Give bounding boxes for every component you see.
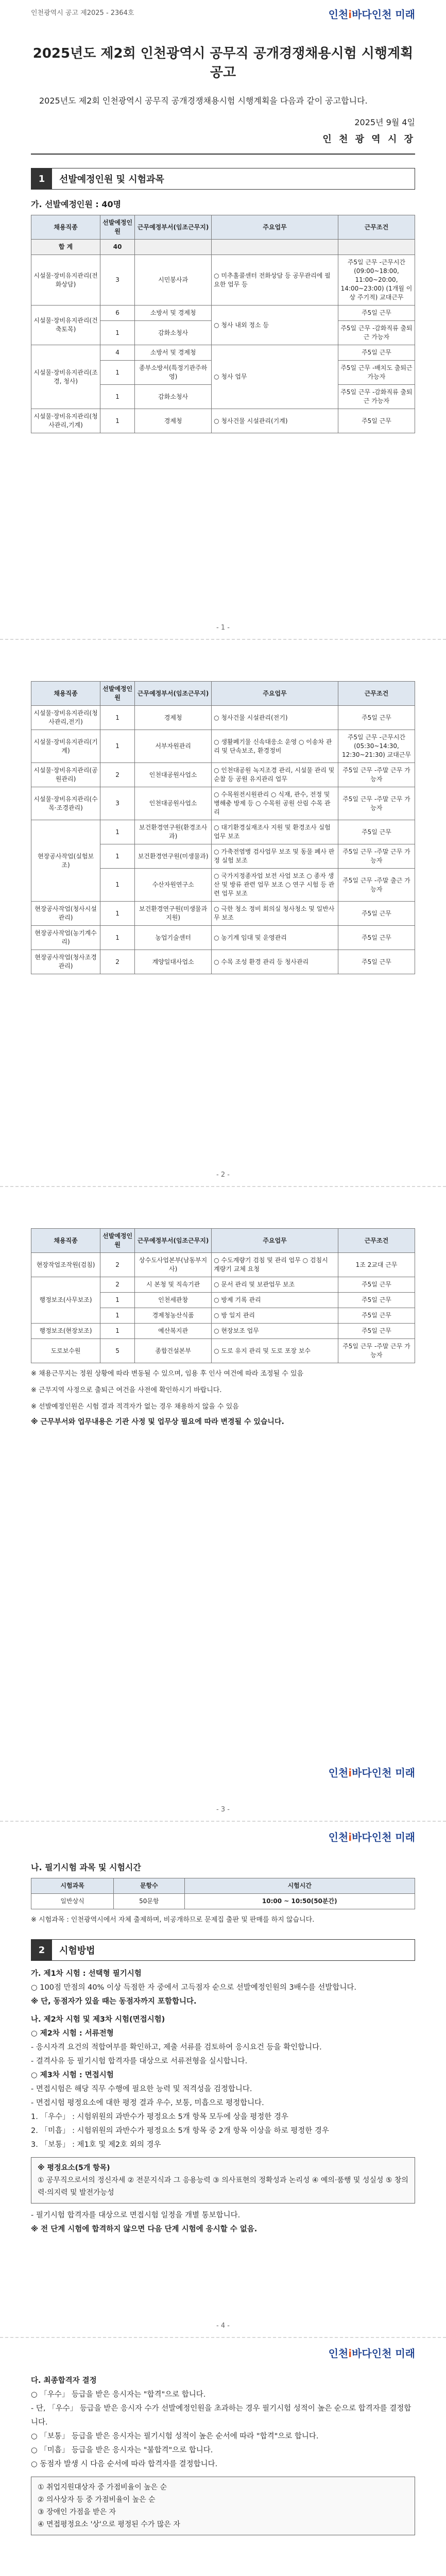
total-row: 합 계 40 xyxy=(31,240,415,255)
table-row: 시설물·장비유지관리(공원관리) 2 인천대공원사업소 ○ 인천대공원 녹지조경 관리, 시설물 관리 및 순찰 등 공원 유지관리 업무 주5일 근무 -주말 근무 가능자 xyxy=(31,763,415,787)
col-header: 주요업무 xyxy=(212,215,338,240)
table-row: 1 인천세관창 ○ 방제 기록 관리 주5일 근무 xyxy=(31,1293,415,1308)
page-number: - 2 - xyxy=(216,1171,230,1179)
method-body: 가. 제1차 시험 : 선택형 필기시험 ○ 100점 만점의 40% 이상 득점한 자 중에서 고득점자 순으로 선발예정인원의 3배수를 선발합니다. ※ 단, 동점자가 있을 때는 동점자까지 포함합니다. 나. 제2차 시험 및 제3차 시험(면접시험) ○ 제2차 시험 : 서류전형 - 응시자격 요건의 적합여부를 확인하고, 제출 서류를 검토하여 응시요건 등을 확인합니다. - 결격사유 등 필기시험 합격자를 대상으로 서류전형을 실시합니다. ○ 제3차 시험 : 면접시험 - 면접시험은 해당 직무 수행에 필요한 능력 및 적격성을 검정합니다. - 면접시험 평정요소에 대한 평정 결과 우수, 보통, 미흡으로 평정합니다. 1. 「우수」 : 시험위원의 과반수가 평정요소 5개 항목 모두에 상을 평정한 경우 2. 「미흡」 : 시험위원의 과반수가 평정요소 5개 항목 중 2개 항목 이상을 하로 평정한 경우 3. 「보통」 : 제1호 및 제2호 외의 경우 ※ 평정요소(5개 항목) ① 공무직으로서의 정신자세 ② 전문지식과 그 응용능력 ③ 의사표현의 정확성과 논리성 ④ 예의·품행 및 성실성 ⑤ 창의력·의지력 및 발전가능성 - 필기시험 합격자를 대상으로 면접시험 일정을 개별 통보합니다. ※ 전 단계 시험에 합격하지 않으면 다음 단계 시험에 응시할 수 없음. xyxy=(31,1967,415,2236)
incheon-logo: 인천i바다인천 미래 xyxy=(328,2347,415,2360)
section-number: 1 xyxy=(31,168,52,189)
table-row: 시설물·장비유지관리(전화상담) 3 시민봉사과 ○ 미추홀콜센터 전화상담 등 공무관리에 필요한 업무 등 주5일 근무 -근무시간(09:00~18:00, 11:00~20:00, 14:00~23:00) (1개월 이상 주기적) 교대근무 xyxy=(31,255,415,306)
table-row: 시설물·장비유지관리(기계) 1 서부자원관리 ○ 생활폐기물 신속대응소 운영 ○ 이송차 관리 및 단속보조, 환경정비 주5일 근무 -근무시간(05:30~14:30, 12:30~21:30) 교대근무 xyxy=(31,730,415,763)
table-row: 현장공사작업(농기계수리) 1 농업기술센터 ○ 농기계 임대 및 운영관리 주5일 근무 xyxy=(31,926,415,950)
table-row: 1 감화소청사 주5일 근무 -감화직류 출퇴근 가능자 xyxy=(31,385,415,409)
table-row: 1 수산자원연구소 ○ 국가지정종자업 보전 사업 보조 ○ 종자 생산 및 방류 관련 업무 보조 ○ 연구 시험 등 관련 업무 보조 주5일 근무 -주말 출근 가능자 xyxy=(31,869,415,902)
section-title: 선발예정인원 및 시험과목 xyxy=(59,174,164,185)
sub-heading: 가. 선발예정인원 : 40명 xyxy=(31,199,122,209)
table-note: ※ 근무지역 사정으로 출퇴근 여건을 사전에 확인하시기 바랍니다. xyxy=(31,1386,222,1394)
sub-heading: 나. 필기시험 과목 및 시험시간 xyxy=(31,1862,141,1872)
exam-table: 시험과목 문항수 시험시간 일반상식 50문항 10:00 ~ 10:50(50분간) xyxy=(31,1878,415,1909)
table-row: 시설물·장비유지관리(조경, 청사) 4 소방서 및 경제청 ○ 청사 업무 주5일 근무 xyxy=(31,345,415,361)
col-header: 선발예정인원 xyxy=(100,215,135,240)
evaluation-box: ※ 평정요소(5개 항목) ① 공무직으로서의 정신자세 ② 전문지식과 그 응용능력 ③ 의사표현의 정확성과 논리성 ④ 예의·품행 및 성실성 ⑤ 창의력·의지력 및 발전가능성 xyxy=(31,2157,415,2204)
tiebreak-box: ① 취업지원대상자 중 가점비율이 높은 순 ② 의사상자 등 중 가점비율이 높은 순 ③ 장애인 가점을 받은 자 ④ 면접평정요소 '상'으로 평정된 수가 많은 자 xyxy=(31,2477,415,2535)
table-row: 시설물·장비유지관리(청사관리,전기) 1 경제청 ○ 청사건물 시설관리(전기) 주5일 근무 xyxy=(31,706,415,730)
table-row: 현장공사작업(청사시설관리) 1 보건환경연구원(미생물과지원) ○ 극한 청소 정비 회의실 청사청소 및 일반사무 보조 주5일 근무 xyxy=(31,902,415,926)
page-3 xyxy=(0,1187,446,1821)
table-note: ※ 채용근무지는 정원 상황에 따라 변동될 수 있으며, 임용 후 인사 여건에 따라 조정될 수 있음 xyxy=(31,1370,304,1378)
section-header xyxy=(31,168,415,190)
table-row: 현장공사작업(실험보조) 1 보건환경연구원(환경조사과) ○ 대기환경실재조사 지원 및 환경조사 실험업무 보조 주5일 근무 xyxy=(31,820,415,844)
section-header xyxy=(31,1939,415,1961)
table-row: 일반상식 50문항 10:00 ~ 10:50(50분간) xyxy=(31,1894,415,1909)
final-body: 다. 최종합격자 결정 ○ 「우수」 등급을 받은 응시자는 "합격"으로 합니다. - 단, 「우수」 등급을 받은 응시자 수가 선발예정인원을 초과하는 경우 필기시험 성적이 높은 순으로 합격자를 결정합니다. ○ 「보통」 등급을 받은 응시자는 필기시험 성적이 높은 순서에 따라 "합격"으로 합니다. ○ 「미흡」 등급을 받은 응시자는 "불합격"으로 합니다. ○ 동점자 발생 시 다음 순서에 따라 합격자를 결정합니다. ① 취업지원대상자 중 가점비율이 높은 순 ② 의사상자 등 중 가점비율이 높은 순 ③ 장애인 가점을 받은 자 ④ 면접평정요소 '상'으로 평정된 수가 많은 자 xyxy=(31,2374,415,2535)
intro-text: 2025년도 제2회 인천광역시 공무직 공개경쟁채용시험 시행계획을 다음과 같이 공고합니다. xyxy=(39,96,368,106)
section-title: 시험방법 xyxy=(59,1945,95,1956)
table-note: ※ 선발예정인원은 시험 결과 적격자가 없는 경우 채용하지 않을 수 있음 xyxy=(31,1403,239,1411)
table-row: 1 감화소청사 주5일 근무 -감화직류 출퇴근 가능자 xyxy=(31,321,415,345)
announcement-ref: 인천광역시 공고 제2025 - 2364호 xyxy=(31,9,134,17)
exam-note: ※ 시험과목 : 인천광역시에서 자체 출제하며, 비공개하므로 문제집 출판 및 판매를 하지 않습니다. xyxy=(31,1916,315,1924)
incheon-logo: 인천i바다인천 미래 xyxy=(328,1831,415,1843)
table-row: 도로보수원 5 종합건설본부 ○ 도로 유지 관리 및 도로 포장 보수 주5일 근무 -주말 근무 가능자 xyxy=(31,1339,415,1363)
col-header: 근무조건 xyxy=(338,215,415,240)
incheon-logo: 인천i바다인천 미래 xyxy=(328,1767,415,1779)
table-row: 현장공사작업(청사조경관리) 2 계양일대사업소 ○ 수목 조성 환경 관리 등 청사관리 주5일 근무 xyxy=(31,950,415,974)
section-number: 2 xyxy=(31,1940,52,1960)
col-header: 채용직종 xyxy=(31,215,100,240)
incheon-logo: 인천i바다인천 미래 xyxy=(328,8,415,21)
table-row: 1 종부소방서(특정기관주하영) 주5일 근무 -배치도 출퇴근 가능자 xyxy=(31,361,415,385)
page-5 xyxy=(0,2338,446,2576)
recruitment-table xyxy=(31,215,415,433)
table-row: 1 경제청농산식품 ○ 방 일지 관리 주5일 근무 xyxy=(31,1308,415,1324)
table-row: 행정보조(현장보조) 1 예산복지관 ○ 현장보조 업무 주5일 근무 xyxy=(31,1324,415,1339)
table-row: 행정보조(사무보조) 2 시 본청 및 직속기관 ○ 문서 관리 및 보관업무 보조 주5일 근무 xyxy=(31,1277,415,1293)
announce-date: 2025년 9월 4일 xyxy=(354,117,415,127)
table-row: 시설물·장비유지관리(건축토목) 6 소방서 및 경제청 ○ 청사 내외 정소 등 주5일 근무 xyxy=(31,306,415,321)
important-note: ※ 근무부서와 업무내용은 기관 사정 및 업무상 필요에 따라 변경될 수 있습니다. xyxy=(31,1418,284,1426)
page-number: - 3 - xyxy=(216,1806,230,1814)
table-row: 시설물·장비유지관리(청사관리,기계) 1 경제청 ○ 청사건물 시설관리(기계) 주5일 근무 xyxy=(31,409,415,433)
table-row: 시설물·장비유지관리(수목·조경관리) 3 인천대공원사업소 ○ 수목원전시원관리 ○ 식재, 관수, 전정 및 병해충 방제 등 ○ 수목원 공원 산림 수목 관리 주5일 근무 -주말 근무 가능자 xyxy=(31,787,415,820)
page-number: - 4 - xyxy=(216,2322,230,2330)
recruitment-table-continued: 채용직종 선발예정인원 근무예정부서(임조근무지) 주요업무 근무조건 시설물·장비유지관리(청사관리,전기) 1 경제청 ○ 청사건물 시설관리(전기) 주5일 근무 시설물·장비유지관리(기계) 1 서부자원관리 ○ 생활폐기물 신속대응소 운영 ○ 이송차 관리 및 단속보조, 환경정비 주5일 근무 -근무시간(05:30~14:30, 12:30~21:30) 교대근무 시설물·장비유지관리(공원관리) 2 인천대공원사업소 ○ 인천대공원 녹지조경 관리, 시설물 관리 및 순찰 등 공원 유지관리 업무 주5일 근무 -주말 근무 가능자 시설물·장비유지관리(수목·조경관리) 3 인천대공원사업소 ○ 수목원전시원관리 ○ 식재, 관수, 전정 및 병해충 방제 등 ○ 수목원 공원 산림 수목 관리 주5일 근무 -주말 근무 가능자 현장공사작업(실험보조) 1 보건환경연구원(환경조사과) ○ 대기환경실재조사 지원 및 환경조사 실험업무 보조 주5일 근무 1 보건환경연구원(미생물과) ○ 가축전염병 검사업무 보조 및 동물 폐사 판정 실험 보조 주5일 근무 -주말 근무 가능자 1 수산자원연구소 ○ 국가지정종자업 보전 사업 보조 ○ 종자 생산 및 방류 관련 업무 보조 ○ 연구 시험 등 관련 업무 보조 주5일 근무 -주말 출근 가능자 현장공사작업(청사시설관리) 1 보건환경연구원(미생물과지원) ○ 극한 청소 정비 회의실 청사청소 및 일반사무 보조 주5일 근무 현장공사작업(농기계수리) 1 농업기술센터 ○ 농기계 임대 및 운영관리 주5일 근무 현장공사작업(청사조경관리) 2 계양일대사업소 ○ 수목 조성 환경 관리 등 청사관리 주5일 근무 xyxy=(31,681,415,974)
page-2 xyxy=(0,640,446,1186)
organization: 인 천 광 역 시 장 xyxy=(322,134,415,145)
divider xyxy=(31,154,415,155)
col-header: 근무예정부서(임조근무지) xyxy=(135,215,212,240)
table-row: 1 보건환경연구원(미생물과) ○ 가축전염병 검사업무 보조 및 동물 폐사 판정 실험 보조 주5일 근무 -주말 근무 가능자 xyxy=(31,844,415,869)
page-4 xyxy=(0,1822,446,2337)
page-1 xyxy=(0,0,446,639)
page-number: - 1 - xyxy=(216,624,230,632)
recruitment-table-continued: 채용직종 선발예정인원 근무예정부서(임조근무지) 주요업무 근무조건 현장작업조작원(검침) 2 상수도사업본부(남동부지사) ○ 수도계량기 검침 및 관리 업무 ○ 검침시 계량기 교체 요청 1조 2교대 근무 행정보조(사무보조) 2 시 본청 및 직속기관 ○ 문서 관리 및 보관업무 보조 주5일 근무 1 인천세관창 ○ 방제 기록 관리 주5일 근무 1 경제청농산식품 ○ 방 일지 관리 주5일 근무 행정보조(현장보조) 1 예산복지관 ○ 현장보조 업무 주5일 근무 도로보수원 5 종합건설본부 ○ 도로 유지 관리 및 도로 포장 보수 주5일 근무 -주말 근무 가능자 xyxy=(31,1228,415,1363)
table-row: 현장작업조작원(검침) 2 상수도사업본부(남동부지사) ○ 수도계량기 검침 및 관리 업무 ○ 검침시 계량기 교체 요청 1조 2교대 근무 xyxy=(31,1253,415,1277)
page-title: 2025년도 제2회 인천광역시 공무직 공개경쟁채용시험 시행계획 공고 xyxy=(32,46,414,80)
